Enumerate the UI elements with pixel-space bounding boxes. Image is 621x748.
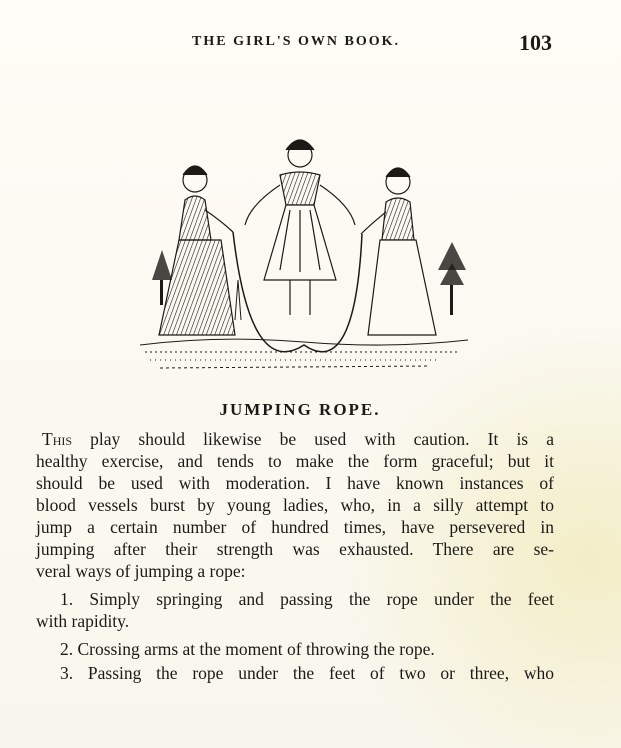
distant-spire [235, 280, 241, 320]
ground [140, 339, 468, 368]
paragraph-line: jump a certain number of hundred times, have persevered in [36, 517, 554, 537]
paragraph-line: This play should likewise be used with caution. It is a [42, 429, 554, 449]
list-item-continuation: with rapidity. [36, 611, 130, 631]
paragraph-line: blood vessels burst by young ladies, who, in a silly attempt to [36, 495, 554, 515]
girl-left [159, 166, 235, 335]
girl-right [361, 168, 436, 335]
lead-word: This [42, 429, 73, 449]
paragraph-line: should be used with moderation. I have known instances of [36, 473, 554, 493]
list-item: 1. Simply springing and passing the rope under the feet [60, 589, 554, 609]
jumping-rope-illustration [140, 130, 468, 378]
paragraph-line: healthy exercise, and tends to make the form graceful; but it [36, 451, 554, 471]
list-item: 3. Passing the rope under the feet of two or three, who [60, 663, 554, 683]
tree-right [438, 242, 466, 315]
list-item: 2. Crossing arms at the moment of throwing the rope. [60, 639, 435, 659]
page-number: 103 [519, 30, 552, 55]
section-title: JUMPING ROPE. [219, 400, 381, 419]
paragraph-line: veral ways of jumping a rope: [36, 561, 246, 581]
running-head: THE GIRL'S OWN BOOK. [192, 34, 401, 49]
paragraph-line: jumping after their strength was exhausted. There are se- [36, 539, 554, 559]
girl-center [245, 140, 355, 315]
